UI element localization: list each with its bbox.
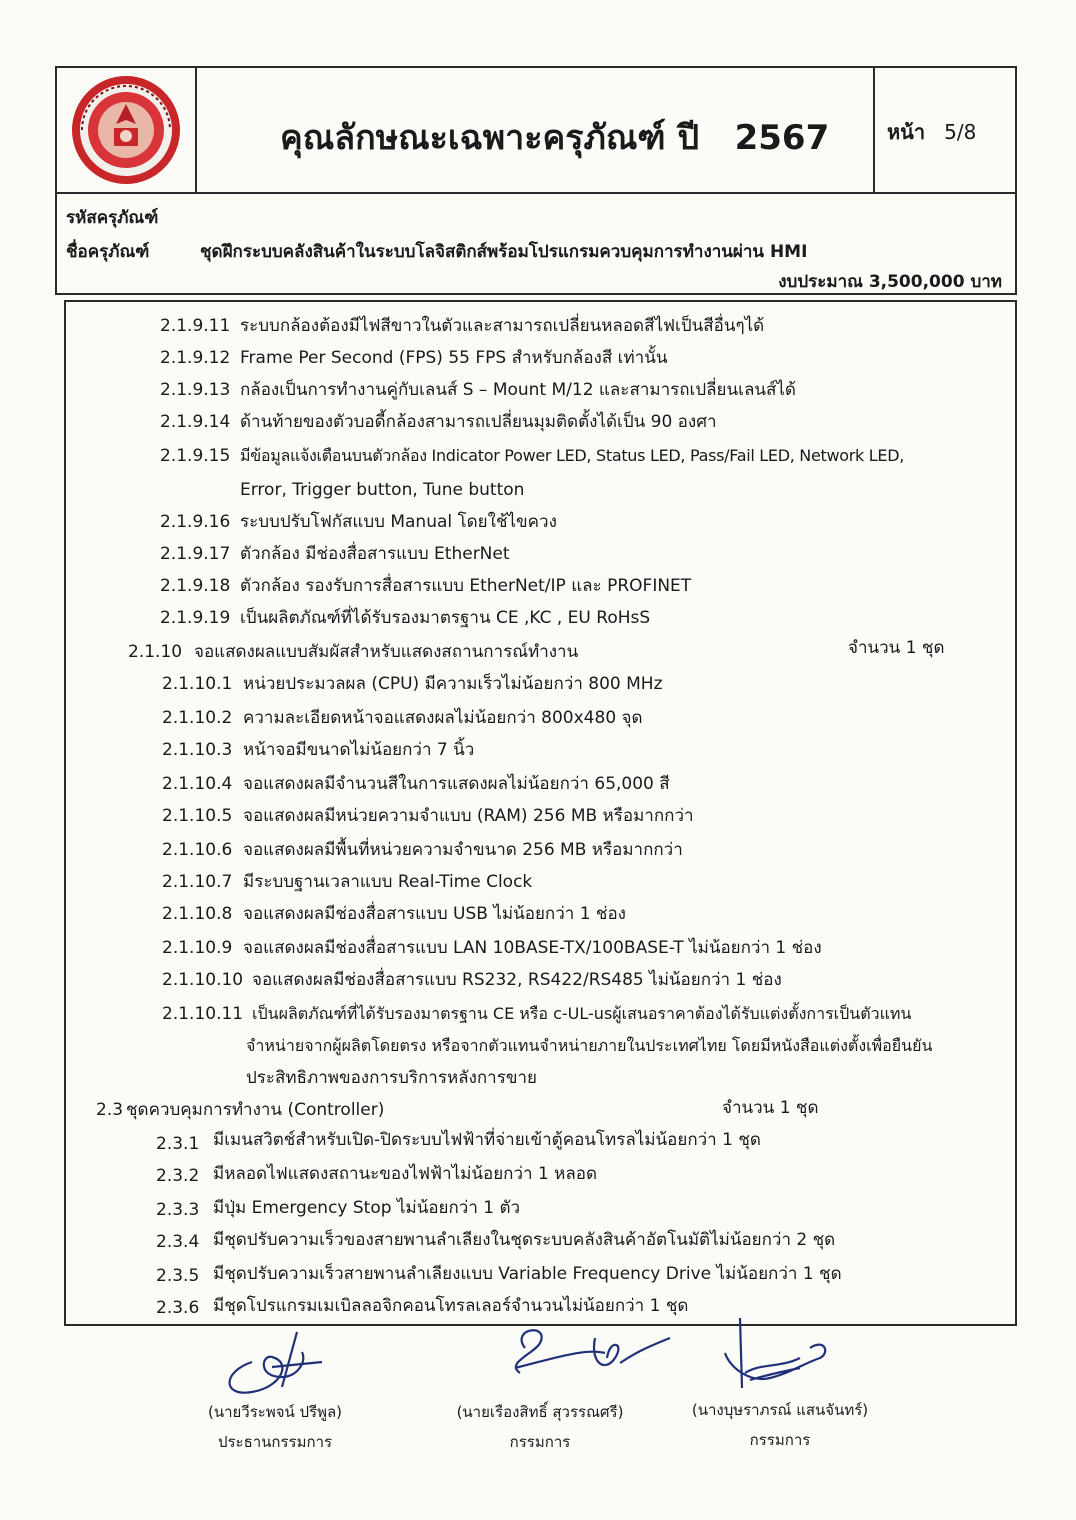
item-number: 2.1.9.17 <box>160 544 231 564</box>
item-text: มีเมนสวิตช์สำหรับเปิด-ปิดระบบไฟฟ้าที่จ่ายเข้าตู้คอนโทรลไม่น้อยกว่า 1 ชุด <box>213 1130 761 1150</box>
signature-icon <box>710 1308 840 1398</box>
signature-icon <box>212 1322 332 1402</box>
seal-divider <box>195 66 197 192</box>
item-number: 2.1.10.9 <box>162 938 233 958</box>
item-text-continued: ประสิทธิภาพของการบริการหลังการขาย <box>246 1068 537 1088</box>
budget-text: งบประมาณ 3,500,000 บาท <box>778 272 1002 292</box>
signer-name: (นางบุษราภรณ์ แสนจันทร์) <box>691 1401 869 1419</box>
item-text: จอแสดงผลมีช่องสื่อสารแบบ LAN 10BASE-TX/100BASE-T ไม่น้อยกว่า 1 ช่อง <box>243 938 822 958</box>
body-left <box>64 300 66 1326</box>
item-number: 2.1.9.14 <box>160 412 231 432</box>
item-text: Frame Per Second (FPS) 55 FPS สำหรับกล้องสี เท่านั้น <box>240 348 668 368</box>
item-text: กล้องเป็นการทำงานคู่กับเลนส์ S – Mount M/12 และสามารถเปลี่ยนเลนส์ได้ <box>240 380 796 400</box>
item-number: 2.1.9.19 <box>160 608 231 628</box>
item-text: มีระบบฐานเวลาแบบ Real-Time Clock <box>243 872 533 892</box>
year-value: 2567 <box>734 118 830 158</box>
frame-right <box>1015 66 1017 294</box>
frame-left <box>55 66 57 294</box>
item-number: 2.3.1 <box>156 1134 200 1154</box>
name-label: ชื่อครุภัณฑ์ <box>66 242 150 262</box>
item-number: 2.3 <box>96 1100 124 1120</box>
item-text: มีข้อมูลแจ้งเตือนบนตัวกล้อง Indicator Power LED, Status LED, Pass/Fail LED, Network LED, <box>240 446 905 465</box>
item-text: จอแสดงผลแบบสัมผัสสำหรับแสดงสถานการณ์ทำงาน <box>194 642 579 662</box>
item-text: เป็นผลิตภัณฑ์ที่ได้รับรองมาตรฐาน CE หรือ c-UL-usผู้เสนอราคาต้องได้รับแต่งตั้งการเป็นตัวแทน <box>252 1004 912 1023</box>
item-number: 2.1.10.10 <box>162 970 244 990</box>
item-text: ระบบกล้องต้องมีไฟสีขาวในตัวและสามารถเปลี่ยนหลอดสีไฟเป็นสีอื่นๆได้ <box>240 316 765 336</box>
item-text: ตัวกล้อง รองรับการสื่อสารแบบ EtherNet/IP และ PROFINET <box>240 576 692 596</box>
body-right <box>1015 300 1017 1326</box>
page-number: หน้า 5/8 <box>887 120 977 144</box>
item-text: จอแสดงผลมีหน่วยความจำแบบ (RAM) 256 MB หรือมากกว่า <box>243 806 694 826</box>
signer-name: (นายเรืองสิทธิ์ สุวรรณศรี) <box>456 1403 624 1421</box>
item-number: 2.1.10.6 <box>162 840 233 860</box>
item-text: เป็นผลิตภัณฑ์ที่ได้รับรองมาตรฐาน CE ,KC , EU RoHsS <box>240 608 651 628</box>
item-number: 2.1.10.11 <box>162 1004 244 1024</box>
item-text: ด้านท้ายของตัวบอดี้กล้องสามารถเปลี่ยนมุมติดตั้งได้เป็น 90 องศา <box>240 412 717 432</box>
item-number: 2.1.9.11 <box>160 316 231 336</box>
item-number: 2.3.6 <box>156 1298 200 1318</box>
signer-role: ประธานกรรมการ <box>217 1433 333 1451</box>
item-text: มีชุดปรับความเร็วของสายพานลำเลียงในชุดระบบคลังสินค้าอัตโนมัติไม่น้อยกว่า 2 ชุด <box>213 1230 836 1250</box>
item-number: 2.1.10.4 <box>162 774 233 794</box>
body-top <box>64 300 1017 302</box>
item-text: จอแสดงผลมีช่องสื่อสารแบบ USB ไม่น้อยกว่า 1 ช่อง <box>243 904 626 924</box>
signer-role: กรรมการ <box>749 1431 811 1449</box>
item-text: จอแสดงผลมีจำนวนสีในการแสดงผลไม่น้อยกว่า 65,000 สี <box>243 774 670 794</box>
code-label: รหัสครุภัณฑ์ <box>66 208 159 228</box>
item-number: 2.1.9.16 <box>160 512 231 532</box>
signer-role: กรรมการ <box>509 1433 571 1451</box>
item-number: 2.1.9.12 <box>160 348 231 368</box>
item-number: 2.1.10 <box>128 642 183 662</box>
item-text: ระบบปรับโฟกัสแบบ Manual โดยใช้ไขควง <box>240 512 557 532</box>
signature-icon <box>495 1318 685 1398</box>
item-number: 2.1.10.8 <box>162 904 233 924</box>
item-number: 2.1.9.13 <box>160 380 231 400</box>
item-number: 2.1.9.15 <box>160 446 231 466</box>
item-number: 2.1.10.1 <box>162 674 233 694</box>
agency-seal-icon <box>70 74 182 186</box>
item-number: 2.3.5 <box>156 1266 200 1286</box>
item-text: มีชุดโปรแกรมเมเบิลลอจิกคอนโทรลเลอร์จำนวนไม่น้อยกว่า 1 ชุด <box>213 1296 689 1316</box>
item-number: 2.1.10.5 <box>162 806 233 826</box>
item-text-continued: Error, Trigger button, Tune button <box>240 480 525 500</box>
item-number: 2.3.4 <box>156 1232 200 1252</box>
item-text: หน่วยประมวลผล (CPU) มีความเร็วไม่น้อยกว่า 800 MHz <box>243 674 663 694</box>
page-title: คุณลักษณะเฉพาะครุภัณฑ์ ปี 2567 <box>280 118 830 158</box>
item-text: มีหลอดไฟแสดงสถานะของไฟฟ้าไม่น้อยกว่า 1 หลอด <box>213 1164 598 1184</box>
item-text: จอแสดงผลมีพื้นที่หน่วยความจำขนาด 256 MB หรือมากกว่า <box>243 840 683 860</box>
page-divider <box>873 66 875 192</box>
item-text: จอแสดงผลมีช่องสื่อสารแบบ RS232, RS422/RS485 ไม่น้อยกว่า 1 ช่อง <box>252 970 782 990</box>
item-text: หน้าจอมีขนาดไม่น้อยกว่า 7 นิ้ว <box>243 740 475 760</box>
item-number: 2.1.10.2 <box>162 708 233 728</box>
signer-name: (นายวีระพจน์ ปรีพูล) <box>207 1403 343 1421</box>
item-text: มีปุ่ม Emergency Stop ไม่น้อยกว่า 1 ตัว <box>213 1198 521 1218</box>
item-number: 2.3.3 <box>156 1200 200 1220</box>
item-number: 2.1.9.18 <box>160 576 231 596</box>
item-quantity: จำนวน 1 ชุด <box>848 638 945 658</box>
item-text: มีชุดปรับความเร็วสายพานลำเลียงแบบ Variable Frequency Drive ไม่น้อยกว่า 1 ชุด <box>213 1264 842 1284</box>
item-text-continued: จำหน่ายจากผู้ผลิตโดยตรง หรือจากตัวแทนจำหน่ายภายในประเทศไทย โดยมีหนังสือแต่งตั้งเพื่อยืนยัน <box>246 1036 933 1055</box>
item-number: 2.1.10.3 <box>162 740 233 760</box>
item-number: 2.1.10.7 <box>162 872 233 892</box>
item-text: ชุดควบคุมการทำงาน (Controller) <box>126 1100 385 1120</box>
header-divider <box>55 192 1017 194</box>
item-text: ตัวกล้อง มีช่องสื่อสารแบบ EtherNet <box>240 544 510 564</box>
item-number: 2.3.2 <box>156 1166 200 1186</box>
item-text: ความละเอียดหน้าจอแสดงผลไม่น้อยกว่า 800x480 จุด <box>243 708 643 728</box>
equipment-name: ชุดฝึกระบบคลังสินค้าในระบบโลจิสติกส์พร้อมโปรแกรมควบคุมการทำงานผ่าน HMI <box>200 242 808 262</box>
item-quantity: จำนวน 1 ชุด <box>722 1098 819 1118</box>
